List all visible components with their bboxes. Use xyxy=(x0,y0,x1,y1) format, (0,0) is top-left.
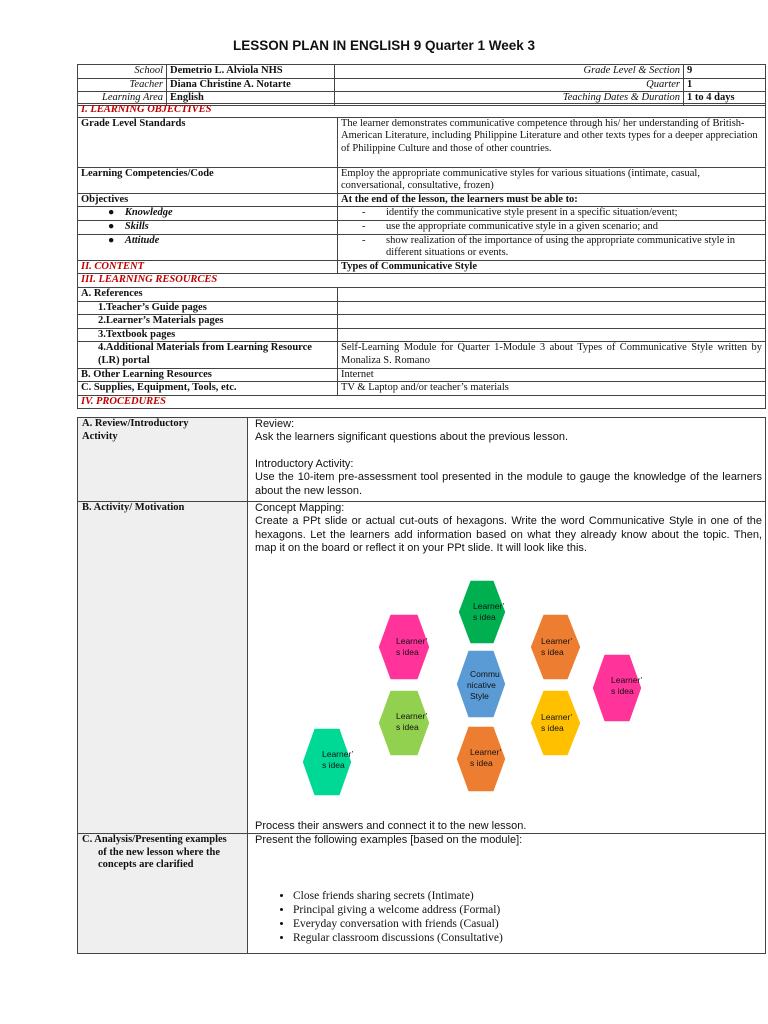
hex-orange-bottom-line1: Learner’ xyxy=(470,747,502,757)
section-objectives: I. LEARNING OBJECTIVES xyxy=(78,104,766,118)
hex-center-line3: Style xyxy=(470,691,489,701)
lc-label: Learning Competencies/Code xyxy=(78,167,338,193)
intro-heading: Introductory Activity: xyxy=(255,457,354,470)
hex-center-line2: nicative xyxy=(467,680,496,690)
hex-yellow-line1: Learner’ xyxy=(541,712,573,722)
review-heading: Review: xyxy=(255,418,295,430)
hex-pink-far-line1: Learner’ xyxy=(611,675,643,685)
list-item: • Principal giving a welcome address (Formal) xyxy=(293,903,762,917)
hex-teal-line1: Learner’ xyxy=(322,749,354,759)
procedure-b-label: B. Activity/ Motivation xyxy=(78,502,248,834)
hex-lime-line2: s idea xyxy=(396,722,419,732)
lm-value xyxy=(338,315,766,329)
hex-pink-far-line2: s idea xyxy=(611,686,634,696)
objectives-value: At the end of the lesson, the learners must be able to: xyxy=(338,193,766,207)
tg-value xyxy=(338,301,766,315)
page-title: LESSON PLAN IN ENGLISH 9 Quarter 1 Week 3 xyxy=(232,38,536,53)
area-label: Learning Area xyxy=(78,92,167,106)
lm-label: 2.Learner’s Materials pages xyxy=(78,315,338,329)
plan-table xyxy=(77,103,766,409)
supplies-value: TV & Laptop and/or teacher’s materials xyxy=(338,382,766,396)
other-label: B. Other Learning Resources xyxy=(78,368,338,382)
tb-label: 3.Textbook pages xyxy=(78,328,338,342)
am-label: 4.Additional Materials from Learning Resource (LR) portal xyxy=(78,342,338,368)
references-label: A. References xyxy=(78,287,338,301)
area-value: English xyxy=(167,92,335,106)
header-table xyxy=(77,64,766,106)
attitude-value: - show realization of the importance of using the appropriate communicative style in different situations or events. xyxy=(338,234,766,260)
procedure-c-label: C. Analysis/Presenting examples of the new lesson where the concepts are clarified xyxy=(78,834,248,954)
examples-list xyxy=(255,889,762,945)
hex-center xyxy=(456,650,506,718)
list-item: • Everyday conversation with friends (Casual) xyxy=(293,917,762,931)
lc-value: Employ the appropriate communicative styles for various situations (intimate, casual, conversational, consultative, frozen) xyxy=(338,167,766,193)
procedure-a-label: A. Review/Introductory Activity xyxy=(78,418,248,502)
hex-orange-bottom-line2: s idea xyxy=(470,758,493,768)
hex-lime xyxy=(378,690,430,756)
school-value: Demetrio L. Alviola NHS xyxy=(167,65,335,79)
skills-label: ● Skills xyxy=(78,220,338,234)
gls-value: The learner demonstrates communicative competence through his/ her understanding of British-American Literature, including Philippine Literature and other texts types for a deeper appreciation of Philippine Culture and those of other countries. xyxy=(338,117,766,167)
tg-label: 1.Teacher’s Guide pages xyxy=(78,301,338,315)
quarter-value: 1 xyxy=(684,78,766,92)
gls-label: Grade Level Standards xyxy=(78,117,338,167)
hex-green xyxy=(458,580,506,644)
hex-pink-left-line2: s idea xyxy=(396,647,419,657)
hex-center-line1: Commu xyxy=(470,669,500,679)
procedure-a-content xyxy=(248,418,766,502)
hex-orange-right-line1: Learner’ xyxy=(541,636,573,646)
school-label: School xyxy=(78,65,167,79)
concept-heading: Concept Mapping: xyxy=(255,502,345,514)
review-text: Ask the learners significant questions about the previous lesson. xyxy=(255,431,569,444)
objectives-label: Objectives xyxy=(78,193,338,207)
content-value: Types of Communicative Style xyxy=(338,260,766,274)
am-value: Self-Learning Module for Quarter 1-Module 3 about Types of Communicative Style written by Monaliza S. Romano xyxy=(338,342,766,368)
attitude-label: ● Attitude xyxy=(78,234,338,260)
process-text: Process their answers and connect it to the new lesson. xyxy=(255,819,527,832)
section-resources: III. LEARNING RESOURCES xyxy=(78,274,766,288)
skills-value: - use the appropriate communicative style in a given scenario; and xyxy=(338,220,766,234)
grade-label: Grade Level & Section xyxy=(335,65,684,79)
teacher-label: Teacher xyxy=(78,78,167,92)
hex-pink-left xyxy=(378,614,430,680)
supplies-label: C. Supplies, Equipment, Tools, etc. xyxy=(78,382,338,396)
hex-orange-right xyxy=(530,614,581,680)
section-content: II. CONTENT xyxy=(78,260,338,274)
intro-text: Use the 10-item pre-assessment tool presented in the module to gauge the knowledge of the learners about the new lesson. xyxy=(255,471,762,497)
hex-pink-left-line1: Learner’ xyxy=(396,636,428,646)
procedure-c-content xyxy=(248,834,766,954)
hex-yellow xyxy=(530,690,581,756)
hex-yellow-line2: s idea xyxy=(541,723,564,733)
examples-intro: Present the following examples [based on the module]: xyxy=(255,834,523,846)
dates-value: 1 to 4 days xyxy=(684,92,766,106)
hex-lime-line1: Learner’ xyxy=(396,711,428,721)
dates-label: Teaching Dates & Duration xyxy=(335,92,684,106)
grade-value: 9 xyxy=(684,65,766,79)
procedure-b-content xyxy=(248,502,766,834)
knowledge-label: ● Knowledge xyxy=(78,207,338,221)
references-value xyxy=(338,287,766,301)
hex-teal-line2: s idea xyxy=(322,760,345,770)
hex-green-line2: s idea xyxy=(473,612,496,622)
other-value: Internet xyxy=(338,368,766,382)
section-procedures: IV. PROCEDURES xyxy=(78,395,766,409)
procedures-table xyxy=(77,417,766,954)
hex-teal xyxy=(302,728,354,796)
quarter-label: Quarter xyxy=(335,78,684,92)
hex-orange-right-line2: s idea xyxy=(541,647,564,657)
list-item: • Close friends sharing secrets (Intimate) xyxy=(293,889,762,903)
concept-map-diagram xyxy=(300,576,730,816)
hex-green-line1: Learner’ xyxy=(473,601,505,611)
concept-text: Create a PPt slide or actual cut-outs of hexagons. Write the word Communicative Style in one of the hexagons. Let the learners add information based on what they already know about the topic. Then, map it on the board or reflect it on your PPt slide. It will look like this. xyxy=(255,515,762,555)
list-item: • Regular classroom discussions (Consultative) xyxy=(293,931,762,945)
teacher-value: Diana Christine A. Notarte xyxy=(167,78,335,92)
tb-value xyxy=(338,328,766,342)
knowledge-value: - identify the communicative style present in a specific situation/event; xyxy=(338,207,766,221)
hex-orange-bottom xyxy=(456,726,506,792)
hex-pink-far xyxy=(592,654,643,722)
